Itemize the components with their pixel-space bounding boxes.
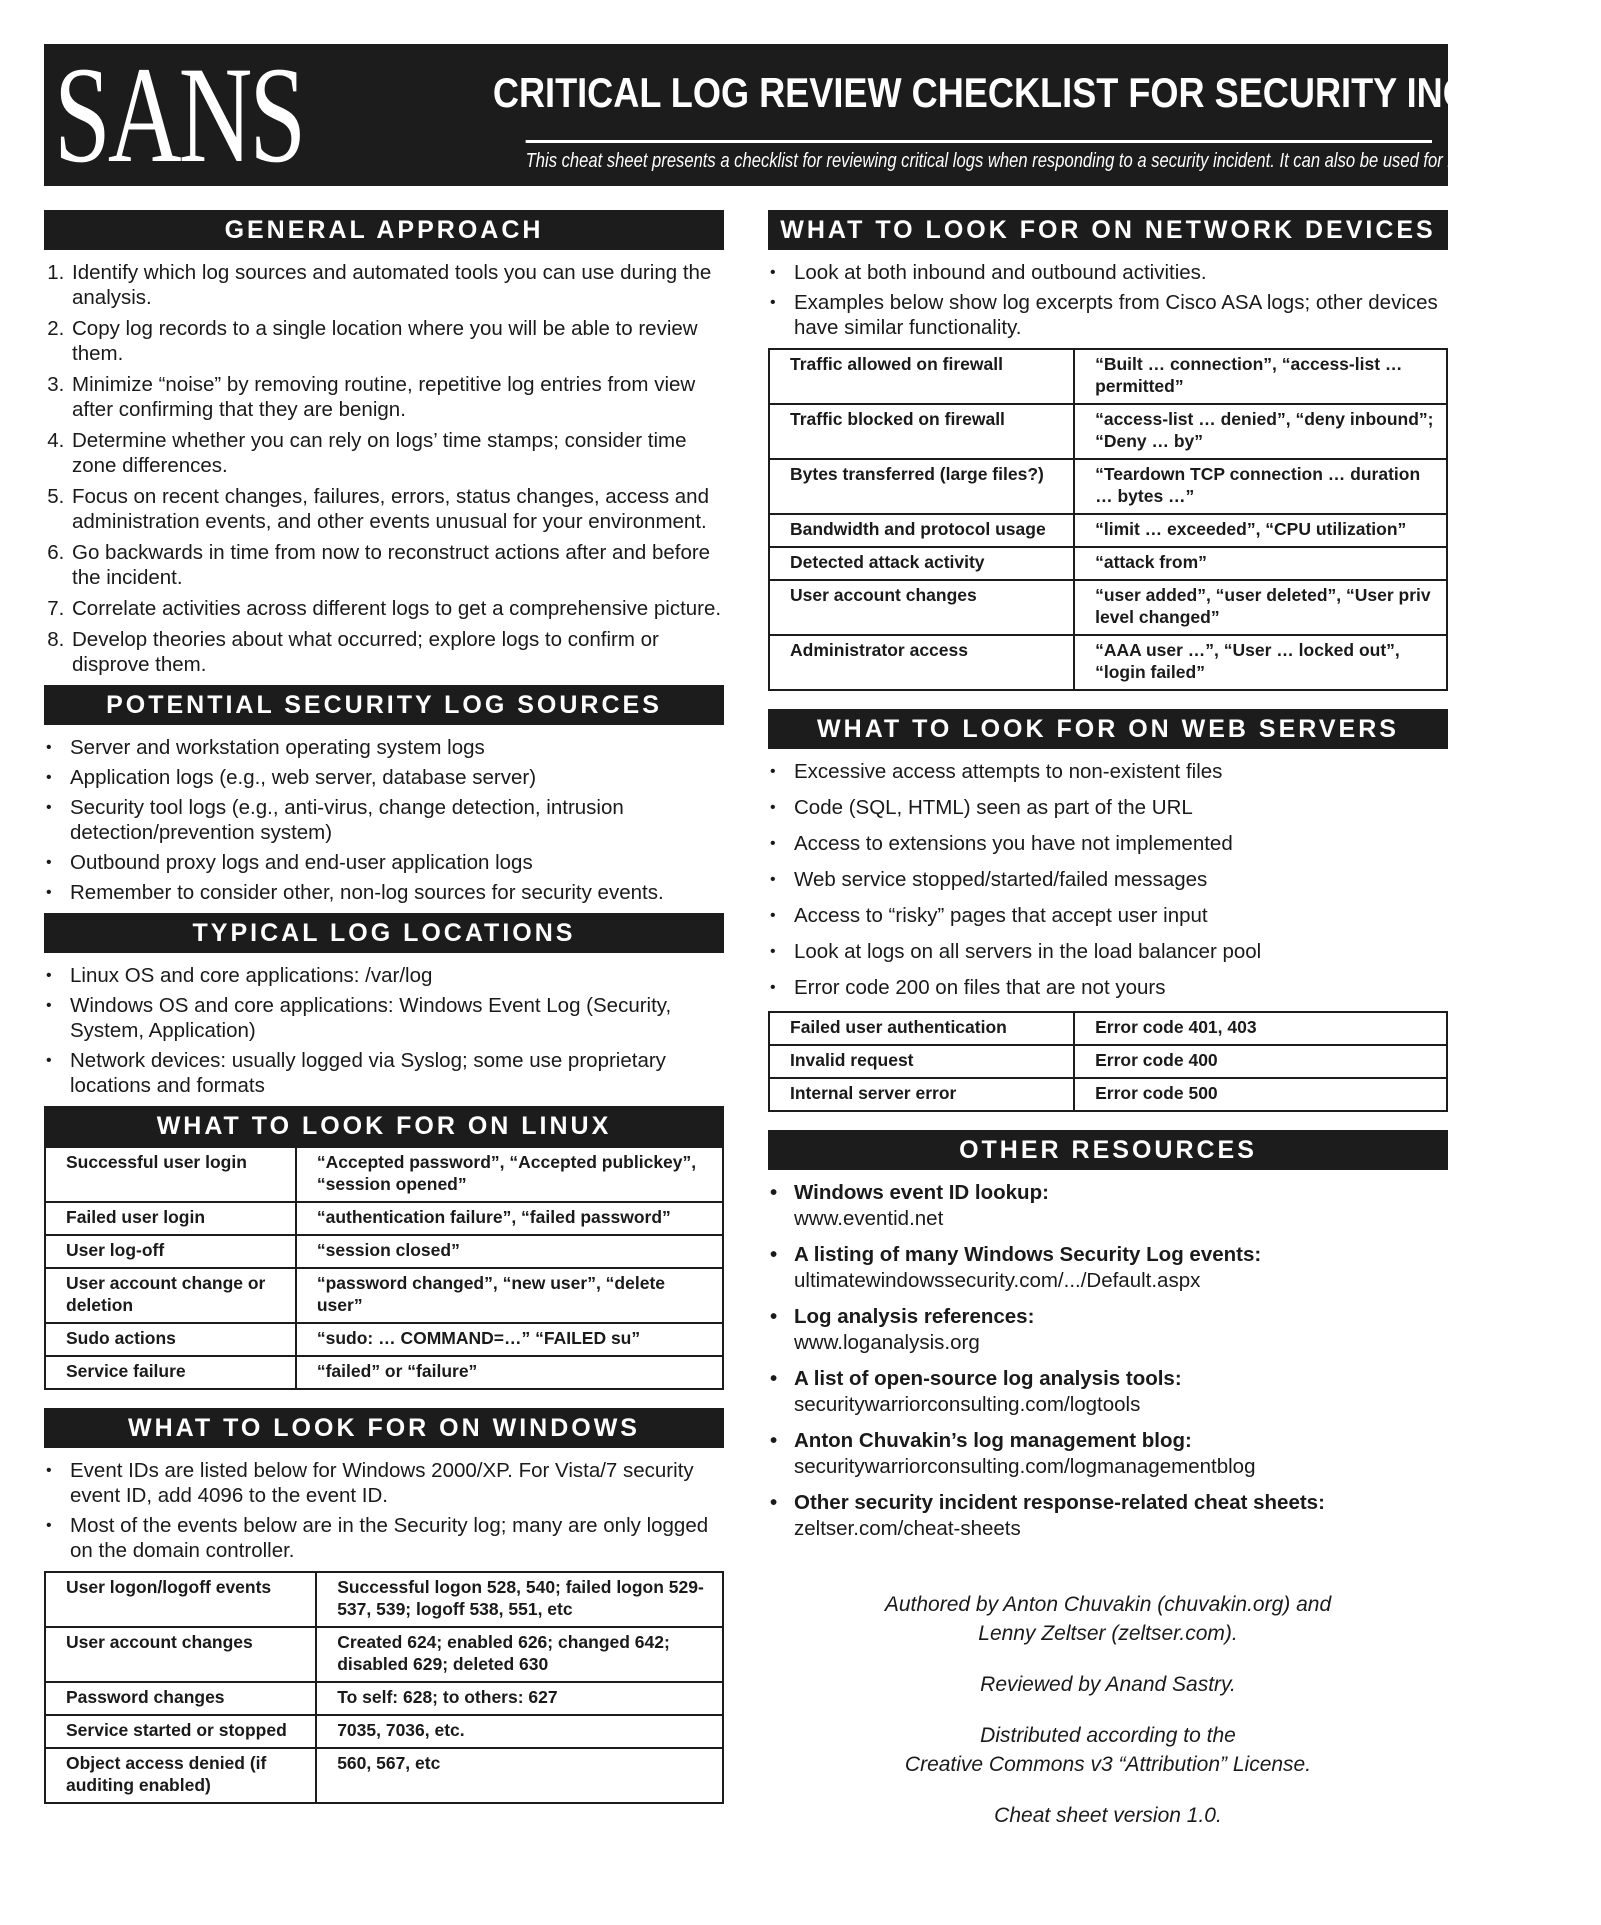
table-row <box>45 1572 723 1627</box>
table-row <box>45 1147 723 1202</box>
list-item <box>794 1304 1448 1356</box>
page-title: CRITICAL LOG REVIEW CHECKLIST FOR SECURITY INCIDENTS <box>493 60 1432 126</box>
linux-heading: WHAT TO LOOK FOR ON LINUX <box>44 1106 724 1146</box>
network-notes <box>768 260 1448 340</box>
table-cell: Object access denied (if auditing enabled) <box>45 1748 316 1803</box>
table-cell: Traffic allowed on firewall <box>769 349 1074 404</box>
resources-list <box>768 1180 1448 1542</box>
table-cell: “access-list … denied”, “deny inbound”; “Deny … by” <box>1074 404 1447 459</box>
list-item: • Security tool logs (e.g., anti-virus, change detection, intrusion detection/prevention system) <box>70 795 724 845</box>
general-approach-heading: GENERAL APPROACH <box>44 210 724 250</box>
authored-line-2: Lenny Zeltser (zeltser.com). <box>978 1622 1238 1645</box>
table-cell: “authentication failure”, “failed password” <box>296 1202 723 1235</box>
list-item: • Code (SQL, HTML) seen as part of the URL <box>794 795 1448 820</box>
left-column <box>44 210 724 1804</box>
table-cell: Failed user login <box>45 1202 296 1235</box>
table-cell: Invalid request <box>769 1045 1074 1078</box>
table-cell: “user added”, “user deleted”, “User priv level changed” <box>1074 580 1447 635</box>
network-table <box>768 348 1448 691</box>
windows-notes <box>44 1458 724 1563</box>
list-item: • Outbound proxy logs and end-user application logs <box>70 850 724 875</box>
table-row <box>769 547 1447 580</box>
table-cell: User log-off <box>45 1235 296 1268</box>
table-row <box>45 1715 723 1748</box>
table-row <box>769 1078 1447 1111</box>
list-item: • Access to “risky” pages that accept user input <box>794 903 1448 928</box>
table-row <box>45 1748 723 1803</box>
list-item <box>794 1490 1448 1542</box>
resource-title: • A list of open-source log analysis tools: <box>794 1367 1182 1390</box>
sans-logo: SANS <box>54 38 304 191</box>
list-item: • Look at both inbound and outbound activities. <box>794 260 1448 285</box>
list-item: • Error code 200 on files that are not yours <box>794 975 1448 1000</box>
table-cell: User account changes <box>45 1627 316 1682</box>
log-sources-list <box>44 735 724 905</box>
list-item: 6. Go backwards in time from now to reconstruct actions after and before the incident. <box>70 540 724 590</box>
table-cell: Service started or stopped <box>45 1715 316 1748</box>
table-row <box>769 514 1447 547</box>
table-cell: User account changes <box>769 580 1074 635</box>
table-row <box>769 1012 1447 1045</box>
list-item: 7. Correlate activities across different logs to get a comprehensive picture. <box>70 596 724 621</box>
list-item <box>794 1180 1448 1232</box>
table-cell: Password changes <box>45 1682 316 1715</box>
table-cell: “sudo: … COMMAND=…” “FAILED su” <box>296 1323 723 1356</box>
list-item: • Network devices: usually logged via Syslog; some use proprietary locations and formats <box>70 1048 724 1098</box>
table-cell: Error code 500 <box>1074 1078 1447 1111</box>
table-row <box>769 635 1447 690</box>
web-table <box>768 1011 1448 1112</box>
list-item <box>794 1366 1448 1418</box>
web-list <box>768 759 1448 1000</box>
resource-link[interactable]: ultimatewindowssecurity.com/.../Default.aspx <box>794 1269 1201 1292</box>
table-cell: “attack from” <box>1074 547 1447 580</box>
table-cell: Traffic blocked on firewall <box>769 404 1074 459</box>
table-cell: Failed user authentication <box>769 1012 1074 1045</box>
table-row <box>769 580 1447 635</box>
table-cell: Bytes transferred (large files?) <box>769 459 1074 514</box>
table-cell: 7035, 7036, etc. <box>316 1715 723 1748</box>
table-cell: “AAA user …”, “User … locked out”, “login failed” <box>1074 635 1447 690</box>
table-cell: User account change or deletion <box>45 1268 296 1323</box>
list-item: • Server and workstation operating system logs <box>70 735 724 760</box>
table-row <box>45 1202 723 1235</box>
resource-link[interactable]: zeltser.com/cheat-sheets <box>794 1517 1021 1540</box>
credits <box>768 1590 1448 1830</box>
list-item: • Web service stopped/started/failed messages <box>794 867 1448 892</box>
list-item: • Remember to consider other, non-log sources for security events. <box>70 880 724 905</box>
table-row <box>769 349 1447 404</box>
right-column <box>768 210 1448 1852</box>
list-item: • Examples below show log excerpts from Cisco ASA logs; other devices have similar functionality. <box>794 290 1448 340</box>
table-cell: Successful user login <box>45 1147 296 1202</box>
license-line-1: Distributed according to the <box>980 1724 1236 1747</box>
table-cell: “Accepted password”, “Accepted publickey”, “session opened” <box>296 1147 723 1202</box>
table-cell: 560, 567, etc <box>316 1748 723 1803</box>
list-item: 8. Develop theories about what occurred; explore logs to confirm or disprove them. <box>70 627 724 677</box>
reviewed-by: Reviewed by Anand Sastry. <box>980 1673 1236 1696</box>
list-item: 3. Minimize “noise” by removing routine, repetitive log entries from view after confirming that they are benign. <box>70 372 724 422</box>
table-row <box>45 1627 723 1682</box>
resource-link[interactable]: www.eventid.net <box>794 1207 944 1230</box>
list-item: • Most of the events below are in the Security log; many are only logged on the domain controller. <box>70 1513 724 1563</box>
windows-heading: WHAT TO LOOK FOR ON WINDOWS <box>44 1408 724 1448</box>
table-cell: Detected attack activity <box>769 547 1074 580</box>
general-approach-list <box>44 260 724 677</box>
table-cell: “Built … connection”, “access-list … permitted” <box>1074 349 1447 404</box>
list-item: 5. Focus on recent changes, failures, errors, status changes, access and administration events, and other events unusual for your environment. <box>70 484 724 534</box>
table-cell: Internal server error <box>769 1078 1074 1111</box>
table-cell: To self: 628; to others: 627 <box>316 1682 723 1715</box>
table-cell: Service failure <box>45 1356 296 1389</box>
authored-by <box>768 1590 1448 1648</box>
resource-title: • Other security incident response-related cheat sheets: <box>794 1491 1325 1514</box>
list-item: • Look at logs on all servers in the load balancer pool <box>794 939 1448 964</box>
table-row <box>45 1268 723 1323</box>
list-item: 2. Copy log records to a single location where you will be able to review them. <box>70 316 724 366</box>
list-item: 4. Determine whether you can rely on logs’ time stamps; consider time zone differences. <box>70 428 724 478</box>
resource-title: • Windows event ID lookup: <box>794 1181 1049 1204</box>
table-cell: Sudo actions <box>45 1323 296 1356</box>
list-item: • Windows OS and core applications: Windows Event Log (Security, System, Application) <box>70 993 724 1043</box>
table-row <box>45 1235 723 1268</box>
table-row <box>769 404 1447 459</box>
table-row <box>45 1323 723 1356</box>
list-item: 1. Identify which log sources and automated tools you can use during the analysis. <box>70 260 724 310</box>
list-item: • Excessive access attempts to non-existent files <box>794 759 1448 784</box>
resource-title: • A listing of many Windows Security Log events: <box>794 1243 1262 1266</box>
table-row <box>769 1045 1447 1078</box>
table-cell: “password changed”, “new user”, “delete user” <box>296 1268 723 1323</box>
log-sources-heading: POTENTIAL SECURITY LOG SOURCES <box>44 685 724 725</box>
page-tagline: This cheat sheet presents a checklist for reviewing critical logs when responding to a security incident. It can also be used for routine log review. <box>526 140 1432 183</box>
table-row <box>769 459 1447 514</box>
resource-title: • Log analysis references: <box>794 1305 1035 1328</box>
resource-title: • Anton Chuvakin’s log management blog: <box>794 1429 1192 1452</box>
list-item: • Event IDs are listed below for Windows 2000/XP. For Vista/7 security event ID, add 4096 to the event ID. <box>70 1458 724 1508</box>
table-cell: “failed” or “failure” <box>296 1356 723 1389</box>
web-heading: WHAT TO LOOK FOR ON WEB SERVERS <box>768 709 1448 749</box>
list-item <box>794 1428 1448 1480</box>
resource-link[interactable]: securitywarriorconsulting.com/logtools <box>794 1393 1141 1416</box>
table-cell: Error code 400 <box>1074 1045 1447 1078</box>
table-cell: Administrator access <box>769 635 1074 690</box>
resource-link[interactable]: securitywarriorconsulting.com/logmanagementblog <box>794 1455 1256 1478</box>
header-banner <box>44 38 1601 191</box>
table-row <box>45 1682 723 1715</box>
resource-link[interactable]: www.loganalysis.org <box>794 1331 980 1354</box>
linux-table <box>44 1146 724 1390</box>
network-heading: WHAT TO LOOK FOR ON NETWORK DEVICES <box>768 210 1448 250</box>
list-item: • Linux OS and core applications: /var/log <box>70 963 724 988</box>
table-cell: Successful logon 528, 540; failed logon 529-537, 539; logoff 538, 551, etc <box>316 1572 723 1627</box>
authored-line-1: Authored by Anton Chuvakin (chuvakin.org) and <box>884 1593 1332 1616</box>
log-locations-list <box>44 963 724 1098</box>
table-row <box>45 1356 723 1389</box>
log-locations-heading: TYPICAL LOG LOCATIONS <box>44 913 724 953</box>
list-item: • Access to extensions you have not implemented <box>794 831 1448 856</box>
table-cell: Bandwidth and protocol usage <box>769 514 1074 547</box>
table-cell: Error code 401, 403 <box>1074 1012 1447 1045</box>
list-item: • Application logs (e.g., web server, database server) <box>70 765 724 790</box>
table-cell: “limit … exceeded”, “CPU utilization” <box>1074 514 1447 547</box>
version: Cheat sheet version 1.0. <box>994 1804 1222 1827</box>
windows-table <box>44 1571 724 1804</box>
table-cell: Created 624; enabled 626; changed 642; disabled 629; deleted 630 <box>316 1627 723 1682</box>
table-cell: “Teardown TCP connection … duration … bytes …” <box>1074 459 1447 514</box>
resources-heading: OTHER RESOURCES <box>768 1130 1448 1170</box>
table-cell: User logon/logoff events <box>45 1572 316 1627</box>
table-cell: “session closed” <box>296 1235 723 1268</box>
list-item <box>794 1242 1448 1294</box>
license <box>768 1721 1448 1779</box>
license-line-2: Creative Commons v3 “Attribution” License. <box>904 1753 1312 1776</box>
